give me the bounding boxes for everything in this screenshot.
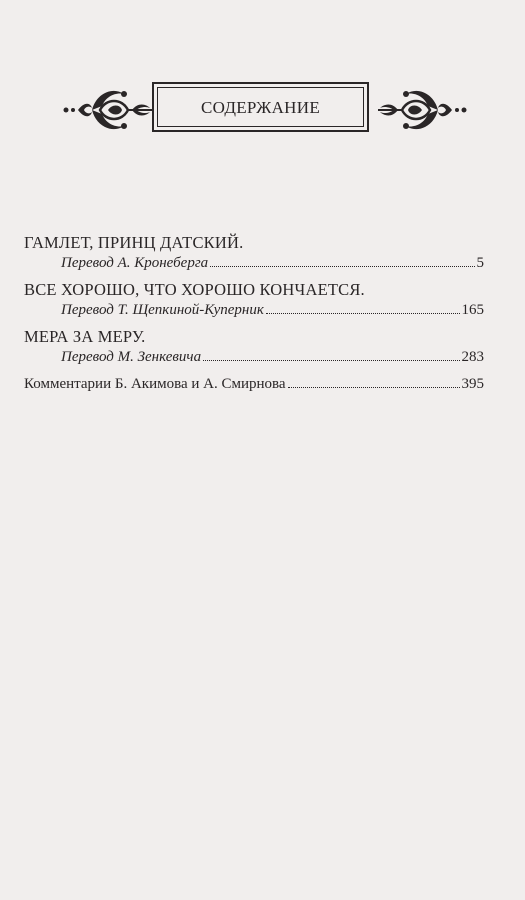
page-number: 5 (476, 255, 484, 271)
page-number: 395 (461, 376, 484, 392)
contents-header (0, 70, 525, 148)
table-of-contents (24, 233, 484, 401)
dot-leader (288, 386, 460, 388)
translation-line (24, 347, 484, 367)
title-frame (152, 82, 369, 132)
translation-line (24, 253, 484, 273)
dot-leader (266, 312, 460, 314)
translation-line (24, 300, 484, 320)
dot-leader (203, 359, 459, 361)
work-title: ВСЕ ХОРОШО, ЧТО ХОРОШО КОНЧАЕТСЯ. (24, 280, 365, 299)
commentary-line (24, 374, 484, 394)
toc-entry-commentary[interactable] (24, 374, 484, 394)
work-title: ГАМЛЕТ, ПРИНЦ ДАТСКИЙ. (24, 233, 244, 252)
toc-entry[interactable] (24, 327, 484, 367)
translation-label: Перевод А. Кронеберга (61, 255, 209, 271)
translation-label: Перевод Т. Щепкиной-Куперник (61, 302, 264, 318)
page-number: 165 (461, 302, 484, 318)
commentary-label: Комментарии Б. Акимова и А. Смирнова (24, 376, 286, 392)
work-title: МЕРА ЗА МЕРУ. (24, 327, 146, 346)
page-number: 283 (461, 349, 484, 365)
dot-leader (210, 265, 474, 267)
page-title: СОДЕРЖАНИЕ (200, 98, 321, 117)
toc-entry[interactable] (24, 233, 484, 273)
floral-ornament-icon (378, 80, 468, 140)
translation-label: Перевод М. Зенкевича (61, 349, 202, 365)
floral-ornament-icon (62, 80, 152, 140)
toc-entry[interactable] (24, 280, 484, 320)
